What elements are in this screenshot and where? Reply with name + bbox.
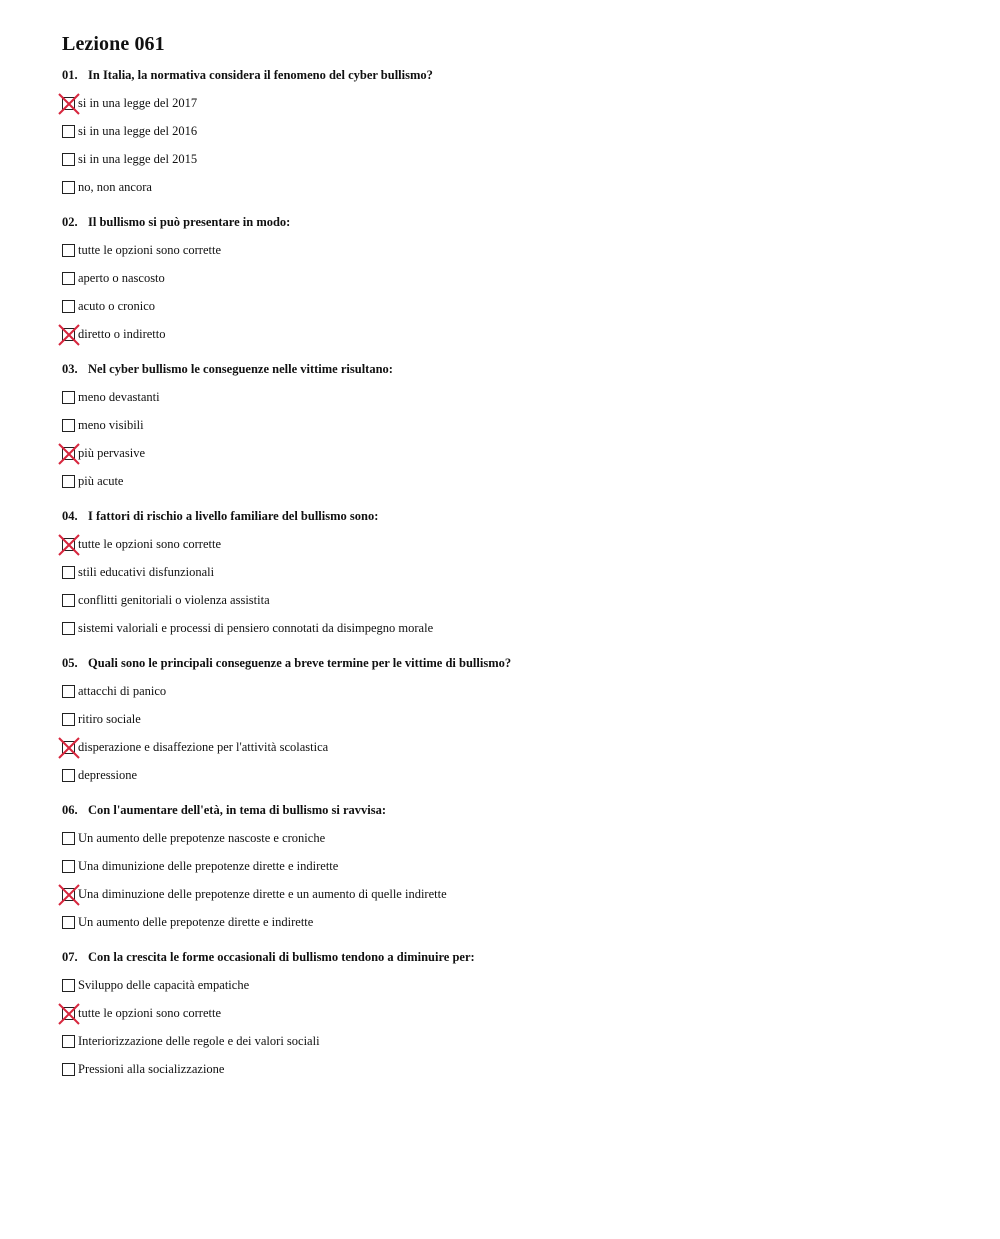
answer-option[interactable] <box>62 264 962 292</box>
option-label: sistemi valoriali e processi di pensiero connotati da disimpegno morale <box>78 621 434 635</box>
answer-option[interactable] <box>62 320 962 348</box>
question-text <box>62 949 962 965</box>
checkbox[interactable] <box>62 860 75 873</box>
answer-option[interactable] <box>62 733 962 761</box>
question-block <box>62 655 962 789</box>
lesson-title: Lezione 061 <box>62 33 165 55</box>
answer-option[interactable] <box>62 467 962 495</box>
answer-option[interactable] <box>62 852 962 880</box>
option-label: no, non ancora <box>78 180 152 194</box>
checkbox[interactable] <box>62 1035 75 1048</box>
option-label: più acute <box>78 474 124 488</box>
answer-option[interactable] <box>62 1027 962 1055</box>
checkbox[interactable] <box>62 1063 75 1076</box>
option-label: Interiorizzazione delle regole e dei valori sociali <box>78 1034 320 1048</box>
option-label: attacchi di panico <box>78 684 167 698</box>
answer-option[interactable] <box>62 908 962 936</box>
option-label: ritiro sociale <box>78 712 141 726</box>
answer-option[interactable] <box>62 558 962 586</box>
option-label: Sviluppo delle capacità empatiche <box>78 978 250 992</box>
checkbox-checked[interactable] <box>62 538 75 551</box>
answer-option[interactable] <box>62 999 962 1027</box>
checkbox-checked[interactable] <box>62 97 75 110</box>
option-label: Un aumento delle prepotenze nascoste e croniche <box>78 831 326 845</box>
question-list <box>62 67 962 1083</box>
option-label: si in una legge del 2016 <box>78 124 198 138</box>
option-label: Una diminuzione delle prepotenze dirette e un aumento di quelle indirette <box>78 887 447 901</box>
checkbox[interactable] <box>62 300 75 313</box>
question-number: 07. <box>62 950 78 964</box>
option-label: aperto o nascosto <box>78 271 165 285</box>
answer-option[interactable] <box>62 824 962 852</box>
checkbox[interactable] <box>62 622 75 635</box>
question-prompt: Con la crescita le forme occasionali di bullismo tendono a diminuire per: <box>88 950 475 964</box>
option-label: meno visibili <box>78 418 144 432</box>
checkbox-checked[interactable] <box>62 1007 75 1020</box>
option-label: disperazione e disaffezione per l'attività scolastica <box>78 740 329 754</box>
cross-mark-icon <box>57 92 81 116</box>
question-number: 04. <box>62 509 78 523</box>
option-label: meno devastanti <box>78 390 160 404</box>
checkbox-checked[interactable] <box>62 447 75 460</box>
option-label: stili educativi disfunzionali <box>78 565 215 579</box>
option-label: Una dimunizione delle prepotenze dirette e indirette <box>78 859 339 873</box>
option-label: Pressioni alla socializzazione <box>78 1062 225 1076</box>
checkbox[interactable] <box>62 153 75 166</box>
checkbox[interactable] <box>62 566 75 579</box>
cross-mark-icon <box>57 883 81 907</box>
question-block <box>62 214 962 348</box>
answer-option[interactable] <box>62 586 962 614</box>
question-number: 01. <box>62 68 78 82</box>
answer-option[interactable] <box>62 383 962 411</box>
checkbox[interactable] <box>62 916 75 929</box>
answer-option[interactable] <box>62 439 962 467</box>
checkbox[interactable] <box>62 832 75 845</box>
option-label: acuto o cronico <box>78 299 156 313</box>
answer-option[interactable] <box>62 705 962 733</box>
cross-mark-icon <box>57 736 81 760</box>
checkbox[interactable] <box>62 769 75 782</box>
checkbox[interactable] <box>62 594 75 607</box>
question-text <box>62 802 962 818</box>
question-text <box>62 508 962 524</box>
question-prompt: Il bullismo si può presentare in modo: <box>88 215 291 229</box>
answer-option[interactable] <box>62 1055 962 1083</box>
answer-option[interactable] <box>62 173 962 201</box>
answer-option[interactable] <box>62 530 962 558</box>
question-text <box>62 214 962 230</box>
option-label: depressione <box>78 768 138 782</box>
cross-mark-icon <box>57 1002 81 1026</box>
question-text <box>62 655 962 671</box>
checkbox[interactable] <box>62 244 75 257</box>
checkbox[interactable] <box>62 391 75 404</box>
answer-option[interactable] <box>62 292 962 320</box>
answer-option[interactable] <box>62 411 962 439</box>
checkbox[interactable] <box>62 272 75 285</box>
option-label: Un aumento delle prepotenze dirette e indirette <box>78 915 314 929</box>
question-block <box>62 67 962 201</box>
question-text <box>62 361 962 377</box>
option-label: si in una legge del 2017 <box>78 96 198 110</box>
answer-option[interactable] <box>62 236 962 264</box>
cross-mark-icon <box>57 442 81 466</box>
option-label: tutte le opzioni sono corrette <box>78 1006 222 1020</box>
checkbox-checked[interactable] <box>62 888 75 901</box>
answer-option[interactable] <box>62 880 962 908</box>
answer-option[interactable] <box>62 677 962 705</box>
checkbox[interactable] <box>62 125 75 138</box>
question-prompt: Nel cyber bullismo le conseguenze nelle vittime risultano: <box>88 362 393 376</box>
option-label: tutte le opzioni sono corrette <box>78 243 222 257</box>
checkbox[interactable] <box>62 181 75 194</box>
checkbox[interactable] <box>62 713 75 726</box>
cross-mark-icon <box>57 533 81 557</box>
checkbox[interactable] <box>62 419 75 432</box>
option-label: si in una legge del 2015 <box>78 152 198 166</box>
option-label: più pervasive <box>78 446 145 460</box>
question-prompt: I fattori di rischio a livello familiare del bullismo sono: <box>88 509 379 523</box>
question-prompt: Con l'aumentare dell'età, in tema di bullismo si ravvisa: <box>88 803 387 817</box>
question-block <box>62 802 962 936</box>
question-number: 06. <box>62 803 78 817</box>
answer-option[interactable] <box>62 145 962 173</box>
checkbox-checked[interactable] <box>62 741 75 754</box>
quiz-page <box>62 30 962 1096</box>
question-text <box>62 67 962 83</box>
question-block <box>62 361 962 495</box>
answer-option[interactable] <box>62 614 962 642</box>
cross-mark-icon <box>57 323 81 347</box>
answer-option[interactable] <box>62 971 962 999</box>
checkbox[interactable] <box>62 685 75 698</box>
question-block <box>62 508 962 642</box>
question-prompt: Quali sono le principali conseguenze a breve termine per le vittime di bullismo? <box>88 656 512 670</box>
answer-option[interactable] <box>62 89 962 117</box>
checkbox[interactable] <box>62 979 75 992</box>
option-label: conflitti genitoriali o violenza assistita <box>78 593 270 607</box>
option-label: diretto o indiretto <box>78 327 166 341</box>
answer-option[interactable] <box>62 761 962 789</box>
option-label: tutte le opzioni sono corrette <box>78 537 222 551</box>
checkbox-checked[interactable] <box>62 328 75 341</box>
answer-option[interactable] <box>62 117 962 145</box>
question-block <box>62 949 962 1083</box>
checkbox[interactable] <box>62 475 75 488</box>
question-prompt: In Italia, la normativa considera il fenomeno del cyber bullismo? <box>88 68 433 82</box>
question-number: 02. <box>62 215 78 229</box>
question-number: 05. <box>62 656 78 670</box>
question-number: 03. <box>62 362 78 376</box>
